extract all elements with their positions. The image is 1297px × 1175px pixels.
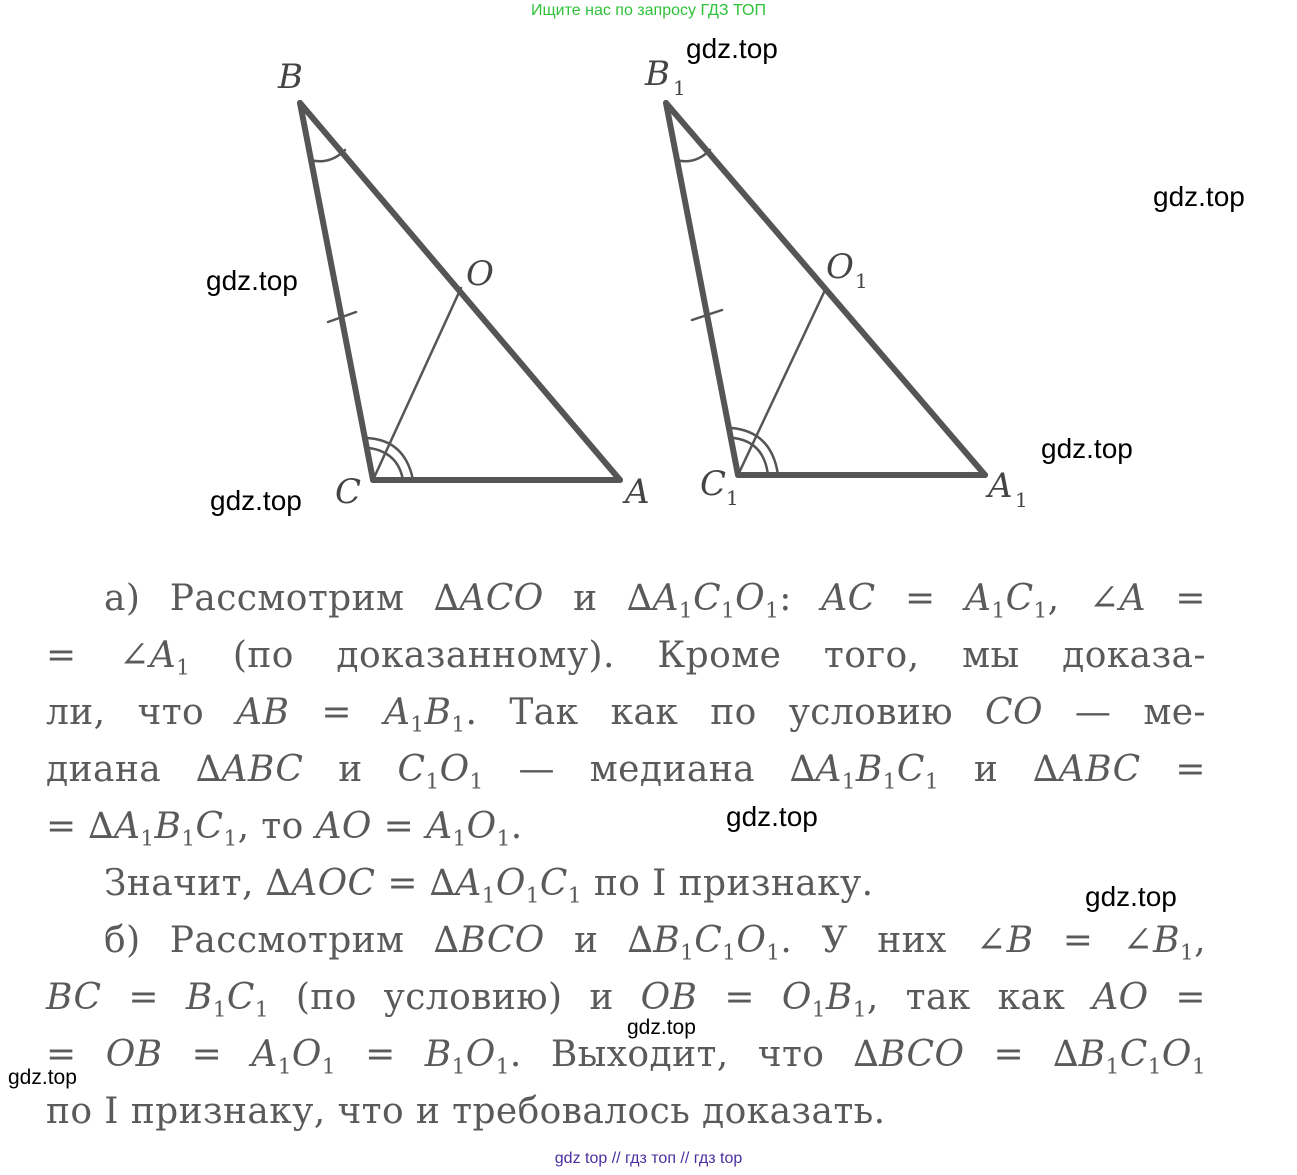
watermark: gdz.top xyxy=(8,1066,77,1089)
label-c: C xyxy=(335,472,362,512)
triangle-a1b1c1 xyxy=(666,103,985,475)
label-b: B xyxy=(278,57,303,97)
label-b1: B xyxy=(645,54,670,94)
watermark: gdz.top xyxy=(210,485,302,516)
solution-text xyxy=(46,570,1206,1140)
footer-links: gdz top // гдз топ // гдз top xyxy=(554,1150,743,1167)
watermark: gdz.top xyxy=(206,265,298,296)
solution-line-7: б) Рассмотрим ∆BCO и $\Delta B_1C_1O_1$. У них ∠B = $\angle B_1$, xyxy=(104,920,1206,966)
label-a: A xyxy=(625,472,650,512)
solution-line-6: Значит, $\Delta AOC = \Delta A_1O_1C_1$ по I признаку. xyxy=(104,863,874,909)
label-c1: C xyxy=(700,464,727,504)
top-banner: Ищите нас по запросу ГДЗ ТОП xyxy=(531,2,766,19)
solution-line-9: = OB = $A_1O_1 = B_1O_1$. Выходит, что $\Delta BCO = \Delta B_1C_1O_1$ xyxy=(46,1034,1206,1080)
label-o: O xyxy=(466,254,494,294)
triangles-figure xyxy=(0,0,1297,560)
median-co xyxy=(373,288,461,480)
triangle-abc xyxy=(300,103,620,480)
solution-line-5: = $\Delta A_1B_1C_1$, то AO = $A_1O_1$. xyxy=(46,806,523,852)
label-c1-index: 1 xyxy=(726,486,739,510)
median-c1o1 xyxy=(738,288,826,475)
label-a1-index: 1 xyxy=(1015,488,1028,512)
label-o1-index: 1 xyxy=(855,269,868,293)
watermark: gdz.top xyxy=(726,801,818,832)
label-o1: O xyxy=(826,247,854,287)
solution-line-2: = $\angle A_1$ (по доказанному). Кроме того, мы доказа- xyxy=(46,635,1206,681)
watermark: gdz.top xyxy=(1041,433,1133,464)
watermark: gdz.top xyxy=(627,1016,696,1039)
watermark: gdz.top xyxy=(1153,181,1245,212)
solution-line-3: ли, что AB = $A_1B_1$. Так как по условию CO — ме- xyxy=(46,692,1206,738)
watermark: gdz.top xyxy=(686,33,778,64)
label-a1: A xyxy=(988,466,1013,506)
watermark: gdz.top xyxy=(1085,881,1177,912)
solution-line-4: диана ∆ABC и $C_1O_1$ — медиана $\Delta A_1B_1C_1$ и ∆ABC = xyxy=(46,749,1206,795)
solution-line-8: BC = $B_1C_1$ (по условию) и OB = $O_1B_1$, так как AO = xyxy=(46,977,1206,1023)
solution-line-1: а) Рассмотрим ∆ACO и $\Delta A_1C_1O_1$: AC = $A_1C_1$, ∠A = xyxy=(104,578,1206,624)
label-b1-index: 1 xyxy=(673,76,686,100)
solution-line-10: по I признаку, что и требовалось доказать. xyxy=(46,1091,886,1132)
